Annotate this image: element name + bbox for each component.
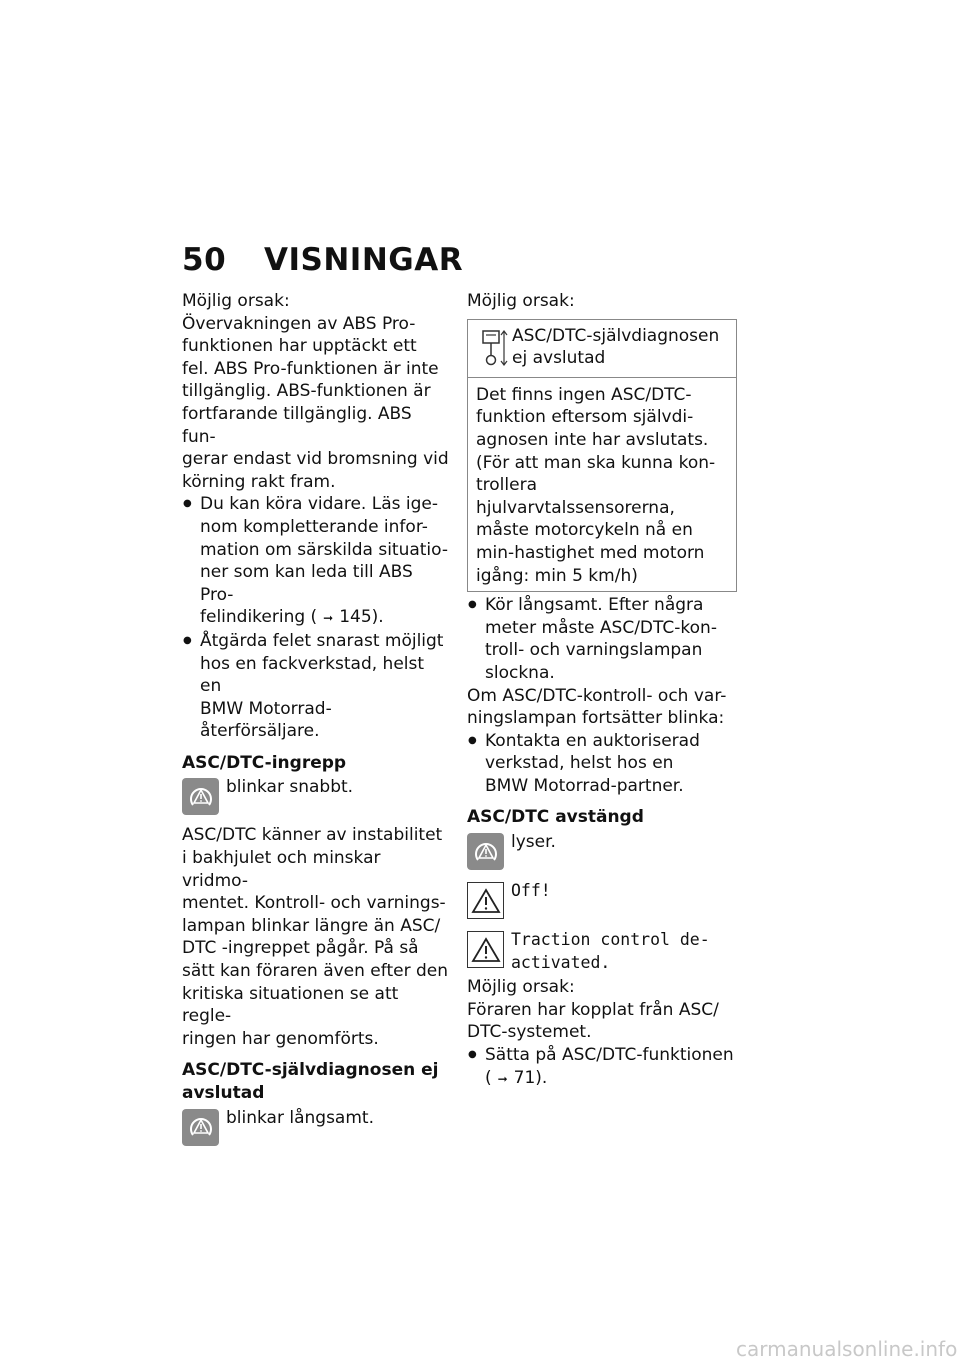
- lamp-indicator-row: [182, 1107, 450, 1146]
- section-heading: avslutad: [182, 1083, 265, 1103]
- text-line: BMW Motorrad-återförsäljare.: [200, 698, 332, 742]
- text-line: (För att man ska kunna kon-: [476, 452, 716, 473]
- cause-label: Möjlig orsak:: [467, 291, 575, 311]
- cause-label: Möjlig orsak:: [467, 977, 575, 998]
- text-line: Det finns ingen ASC/DTC-: [476, 384, 692, 405]
- text-line: [485, 1067, 737, 1091]
- text-fragment: (: [485, 1067, 492, 1088]
- text-line: DTC -ingreppet pågår. På så: [182, 938, 419, 959]
- section-title: VISNINGAR: [264, 242, 464, 278]
- info-box-header: [468, 320, 736, 378]
- text-line: igång: min 5 km/h): [476, 565, 638, 586]
- asc-dtc-warning-lamp-icon: [182, 778, 219, 815]
- text-line: fel. ABS Pro-funktionen är inte: [182, 358, 439, 379]
- text-line: funktion eftersom självdi-: [476, 407, 694, 428]
- text-line: fortfarande tillgänglig. ABS fun-: [182, 403, 412, 447]
- section-heading: ASC/DTC-ingrepp: [182, 752, 347, 773]
- text-line: ● Kör långsamt. Efter några: [485, 595, 704, 616]
- text-line: meter måste ASC/DTC-kon-: [485, 617, 717, 638]
- text-line: kritiska situationen se att regle-: [182, 983, 399, 1027]
- display-message: Off!: [511, 881, 551, 901]
- lamp-status-text: blinkar snabbt.: [226, 777, 354, 798]
- text-line: mentet. Kontroll- och varnings-: [182, 893, 446, 914]
- text-line: måste motorcykeln nå en: [476, 520, 693, 541]
- info-box-body: [468, 378, 736, 591]
- section-heading: ASC/DTC avstängd: [467, 807, 644, 828]
- lamp-status-text: blinkar långsamt.: [226, 1107, 374, 1128]
- text-line: lampan blinkar längre än ASC/: [182, 915, 441, 936]
- display-message: activated.: [511, 952, 611, 972]
- lamp-status-text: lyser.: [511, 832, 556, 853]
- asc-dtc-warning-lamp-icon: [182, 1109, 219, 1146]
- text-line: körning rakt fram.: [182, 471, 336, 492]
- bullet-item: [467, 594, 737, 684]
- text-line: ringen har genomförts.: [182, 1028, 379, 1049]
- bullet-item: [182, 630, 450, 743]
- bullet-item: [182, 493, 450, 630]
- left-column: [182, 290, 450, 1146]
- text-line: ner som kan leda till ABS Pro-: [200, 562, 413, 605]
- text-line: trollera hjulvarvtalssensorerna,: [476, 475, 675, 518]
- asc-dtc-warning-lamp-icon: [467, 833, 504, 870]
- info-box-title: ej avslutad: [512, 348, 606, 369]
- text-line: min-hastighet med motorn: [476, 542, 705, 563]
- text-line: ● Du kan köra vidare. Läs ige-: [200, 494, 438, 515]
- text-line: agnosen inte har avslutats.: [476, 429, 709, 450]
- asc-dtc-intervention-paragraph: [182, 824, 450, 1050]
- text-line: gerar endast vid bromsning vid: [182, 449, 449, 470]
- warning-triangle-icon: [467, 931, 504, 968]
- text-line: nom kompletterande infor-: [200, 516, 428, 537]
- text-line: ● Sätta på ASC/DTC-funktionen: [485, 1045, 734, 1066]
- text-line: Övervakningen av ABS Pro-: [182, 313, 416, 334]
- cause-label: Möjlig orsak:: [182, 291, 290, 311]
- text-line: ASC/DTC känner av instabilitet: [182, 825, 443, 846]
- text-line: sätt kan föraren även efter den: [182, 961, 448, 982]
- bullet-item: [467, 1044, 737, 1090]
- reference-arrow-icon: ➞: [497, 1071, 508, 1086]
- text-line: i bakhjulet och minskar vridmo-: [182, 848, 381, 891]
- text-line: troll- och varningslampan: [485, 640, 703, 661]
- text-line: hos en fackverkstad, helst en: [200, 653, 425, 697]
- page-reference-link[interactable]: 145).: [339, 607, 384, 628]
- text-line: mation om särskilda situatio-: [200, 539, 449, 560]
- page-number: 50: [182, 242, 227, 278]
- display-message: Traction control de-: [511, 930, 710, 950]
- text-line: DTC-systemet.: [467, 1022, 592, 1043]
- self-diagnosis-info-box: [467, 319, 737, 593]
- text-line: ● Kontakta en auktoriserad: [485, 730, 700, 751]
- right-column: [467, 290, 737, 1090]
- sensor-diagnosis-icon: [474, 327, 508, 369]
- page-header: [182, 242, 463, 278]
- text-line: slockna.: [485, 662, 555, 683]
- section-heading: ASC/DTC-självdiagnosen ej: [182, 1060, 439, 1081]
- text-line: BMW Motorrad-partner.: [485, 775, 684, 796]
- lamp-indicator-row: [467, 831, 737, 870]
- lamp-indicator-row: [182, 776, 450, 815]
- reference-arrow-icon: ➞: [323, 611, 334, 626]
- page-reference-link[interactable]: 71).: [513, 1067, 548, 1088]
- text-line: Föraren har kopplat från ASC/: [467, 999, 719, 1020]
- text-fragment: felindikering (: [200, 607, 318, 628]
- text-line: funktionen har upptäckt ett: [182, 336, 417, 357]
- text-line: verkstad, helst hos en: [485, 753, 674, 774]
- abs-fault-paragraph: [182, 313, 450, 494]
- bullet-item: [467, 730, 737, 798]
- text-line: tillgänglig. ABS-funktionen är: [182, 381, 431, 402]
- info-box-title: ASC/DTC-självdiagnosen: [512, 325, 720, 346]
- watermark: carmanualsonline.info: [736, 1337, 958, 1361]
- display-message-row: [467, 880, 737, 919]
- text-line: ningslampan fortsätter blinka:: [467, 708, 725, 729]
- text-line: [200, 606, 450, 630]
- display-message-row: [467, 929, 737, 974]
- text-line: Om ASC/DTC-kontroll- och var-: [467, 685, 727, 706]
- text-line: ● Åtgärda felet snarast möjligt: [200, 630, 444, 651]
- warning-triangle-icon: [467, 882, 504, 919]
